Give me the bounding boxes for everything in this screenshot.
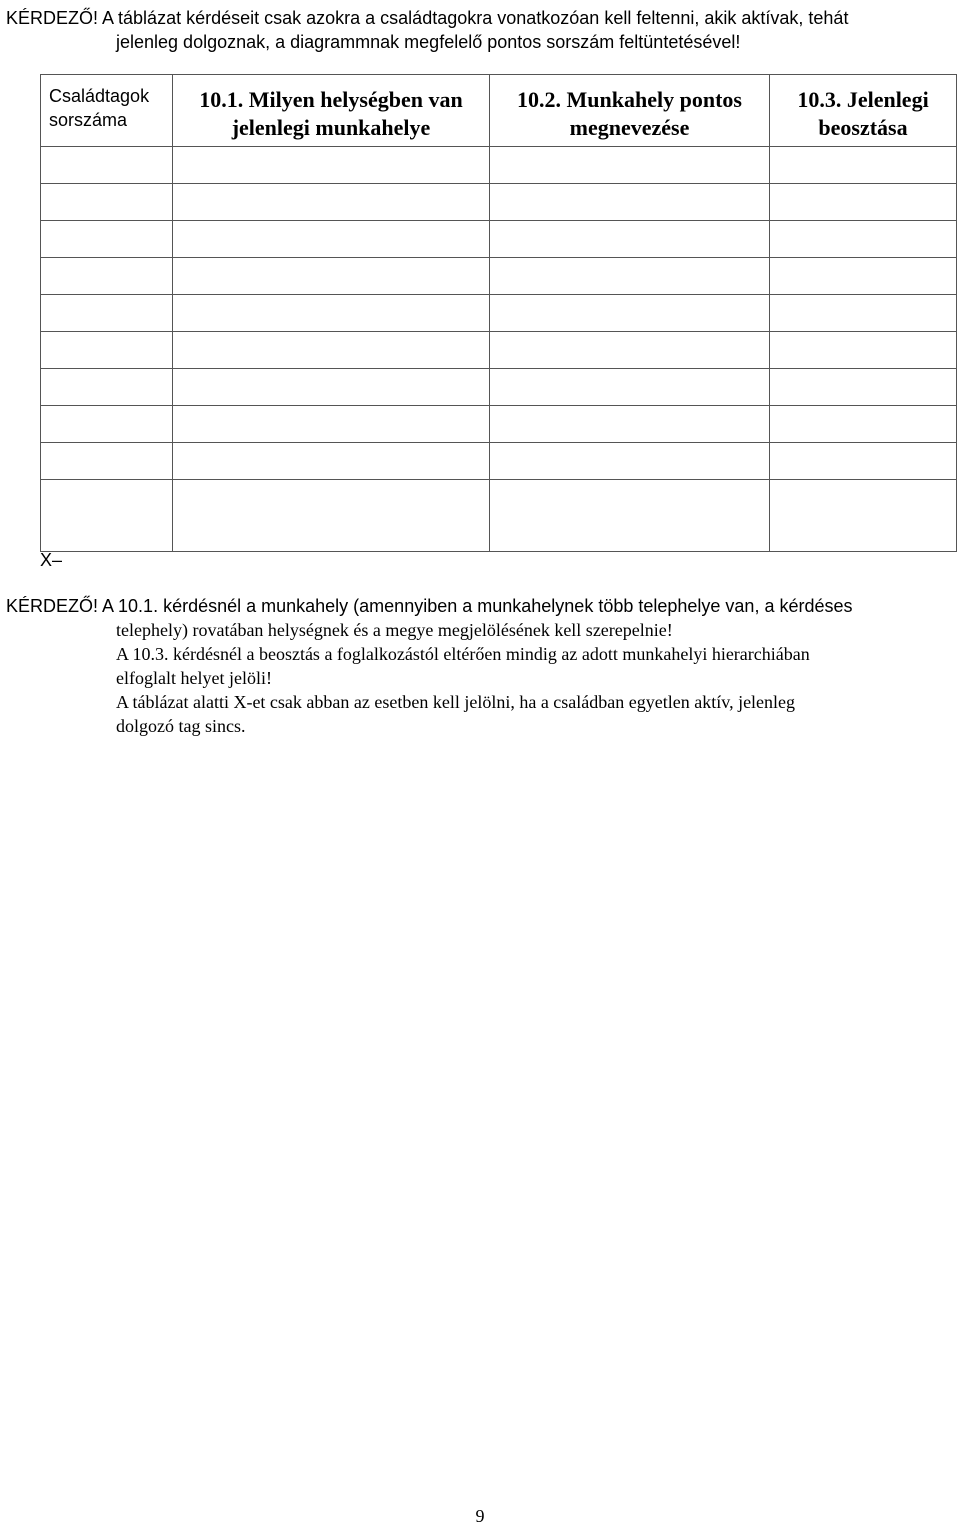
cell-workplace-name[interactable] [490, 295, 770, 332]
cell-family-member-number[interactable] [41, 258, 173, 295]
cell-workplace-location[interactable] [173, 147, 490, 184]
intro-line-2: jelenleg dolgoznak, a diagrammnak megfelelő pontos sorszám feltüntetésével! [116, 32, 741, 52]
table-row [41, 443, 957, 480]
cell-current-position[interactable] [770, 258, 957, 295]
table-row [41, 295, 957, 332]
table-row [41, 147, 957, 184]
cell-workplace-name[interactable] [490, 369, 770, 406]
cell-family-member-number[interactable] [41, 147, 173, 184]
notes-line-4: elfoglalt helyet jelöli! [116, 668, 272, 688]
header-current-position: 10.3. Jelenlegi beosztása [770, 75, 957, 147]
table-row [41, 221, 957, 258]
cell-workplace-name[interactable] [490, 221, 770, 258]
cell-workplace-name[interactable] [490, 443, 770, 480]
cell-current-position[interactable] [770, 443, 957, 480]
page-number: 9 [475, 1506, 485, 1526]
table-row [41, 480, 957, 552]
interviewer-notes [6, 594, 950, 738]
cell-workplace-location[interactable] [173, 332, 490, 369]
notes-line-5: A táblázat alatti X-et csak abban az esetben kell jelölni, ha a családban egyetlen aktív, jelenleg [116, 692, 796, 712]
cell-family-member-number[interactable] [41, 184, 173, 221]
cell-workplace-location[interactable] [173, 443, 490, 480]
cell-workplace-name[interactable] [490, 147, 770, 184]
cell-workplace-location[interactable] [173, 258, 490, 295]
header-family-member-number: Családtagok sorszáma [41, 75, 173, 147]
workplace-table [40, 74, 957, 552]
cell-workplace-location[interactable] [173, 480, 490, 552]
cell-family-member-number[interactable] [41, 443, 173, 480]
cell-workplace-location[interactable] [173, 221, 490, 258]
cell-current-position[interactable] [770, 406, 957, 443]
cell-current-position[interactable] [770, 480, 957, 552]
cell-family-member-number[interactable] [41, 480, 173, 552]
table-row [41, 369, 957, 406]
cell-workplace-location[interactable] [173, 369, 490, 406]
header-workplace-name: 10.2. Munkahely pontos megnevezése [490, 75, 770, 147]
intro-instruction [6, 6, 950, 54]
cell-family-member-number[interactable] [41, 406, 173, 443]
table-row [41, 406, 957, 443]
header-workplace-location: 10.1. Milyen helységben van jelenlegi munkahelye [173, 75, 490, 147]
cell-workplace-location[interactable] [173, 184, 490, 221]
table-row [41, 184, 957, 221]
table-header-row [41, 75, 957, 147]
cell-current-position[interactable] [770, 184, 957, 221]
cell-family-member-number[interactable] [41, 369, 173, 406]
notes-line-6: dolgozó tag sincs. [116, 716, 246, 736]
cell-workplace-name[interactable] [490, 480, 770, 552]
cell-family-member-number[interactable] [41, 221, 173, 258]
notes-line-2: telephely) rovatában helységnek és a megye megjelölésének kell szerepelnie! [116, 620, 673, 640]
cell-family-member-number[interactable] [41, 295, 173, 332]
cell-workplace-name[interactable] [490, 258, 770, 295]
cell-current-position[interactable] [770, 221, 957, 258]
cell-current-position[interactable] [770, 332, 957, 369]
cell-workplace-name[interactable] [490, 184, 770, 221]
cell-current-position[interactable] [770, 369, 957, 406]
cell-family-member-number[interactable] [41, 332, 173, 369]
cell-current-position[interactable] [770, 147, 957, 184]
intro-line-1: KÉRDEZŐ! A táblázat kérdéseit csak azokra a családtagokra vonatkozóan kell feltenni, akik aktívak, tehát [6, 8, 849, 28]
table-row [41, 332, 957, 369]
x-mark[interactable]: X– [40, 550, 63, 570]
notes-line-3: A 10.3. kérdésnél a beosztás a foglalkozástól eltérően mindig az adott munkahelyi hierarchiában [116, 644, 810, 664]
notes-line-1: KÉRDEZŐ! A 10.1. kérdésnél a munkahely (amennyiben a munkahelynek több telephelye van, a kérdéses [6, 596, 853, 616]
cell-current-position[interactable] [770, 295, 957, 332]
cell-workplace-name[interactable] [490, 332, 770, 369]
cell-workplace-location[interactable] [173, 295, 490, 332]
cell-workplace-name[interactable] [490, 406, 770, 443]
table-row [41, 258, 957, 295]
cell-workplace-location[interactable] [173, 406, 490, 443]
